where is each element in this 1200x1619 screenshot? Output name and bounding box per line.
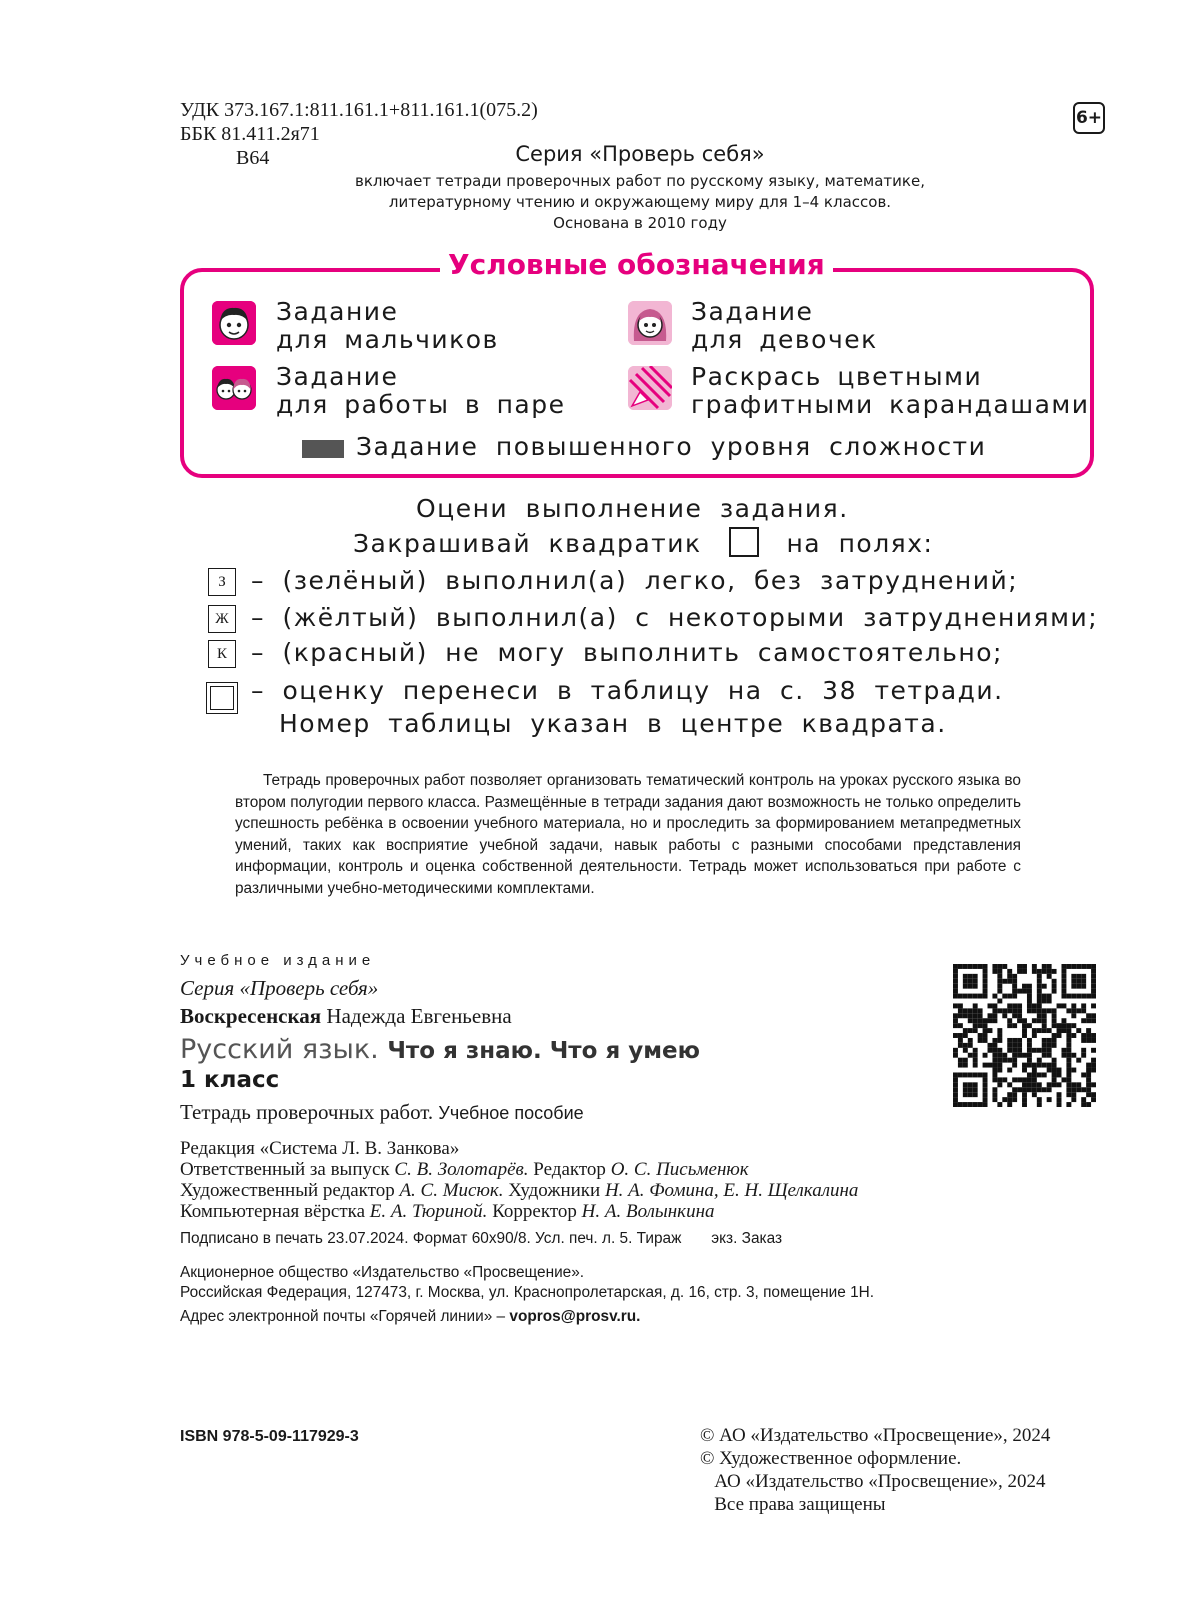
grade-row-table: – оценку перенеси в таблицу на с. 38 тетради.: [251, 676, 1004, 705]
grading-intro: Оцени выполнение задания.: [416, 494, 849, 523]
legend-hard-task: Задание повышенного уровня сложности: [356, 432, 987, 461]
udk-code: УДК 373.167.1:811.161.1+811.161.1(075.2): [180, 99, 538, 121]
print-info: Подписано в печать 23.07.2024. Формат 60х90/8. Усл. печ. л. 5. Тираж экз. Заказ: [180, 1230, 783, 1247]
author-name: Воскресенская Надежда Евгеньевна: [180, 1004, 512, 1028]
girl-face-icon: [628, 301, 672, 345]
credit-line: Компьютерная вёрстка Е. А. Тюриной. Корректор Н. А. Волынкина: [180, 1201, 715, 1222]
hard-task-marker: [302, 440, 344, 458]
grade-row-green: – (зелёный) выполнил(а) легко, без затруднений;: [251, 566, 1019, 595]
bbk-code: ББК 81.411.2я71: [180, 123, 320, 145]
legend-pair: Задание для работы в паре: [276, 362, 566, 419]
imprint-series: Серия «Проверь себя»: [180, 976, 379, 1000]
series-description: включает тетради проверочных работ по русскому языку, математике, литературному чтению и окружающему миру для 1–4 классов. Основана в 2010 году: [355, 172, 925, 232]
table-square-icon: [206, 682, 238, 714]
legend-pencils: Раскрась цветными графитными карандашами: [691, 362, 1090, 419]
hotline-email: Адрес электронной почты «Горячей линии» – vopros@prosv.ru.: [180, 1308, 641, 1325]
grade-row-red: – (красный) не могу выполнить самостоятельно;: [251, 638, 1003, 667]
pair-icon: [212, 366, 256, 410]
book-grade: 1 класс: [180, 1067, 280, 1093]
series-title: Серия «Проверь себя»: [515, 142, 765, 166]
boy-face-icon: [212, 301, 256, 345]
legend-boys: Задание для мальчиков: [276, 297, 499, 354]
pencils-icon: [628, 366, 672, 410]
workbook-type: Тетрадь проверочных работ. Учебное пособие: [180, 1100, 584, 1124]
isbn: ISBN 978-5-09-117929-3: [180, 1428, 359, 1445]
book-title: Русский язык. Что я знаю. Что я умею: [180, 1034, 700, 1065]
edition-type: Учебное издание: [180, 952, 376, 969]
qr-code[interactable]: [953, 964, 1096, 1107]
age-rating-badge: 6+: [1073, 102, 1105, 134]
grade-row-table-note: Номер таблицы указан в центре квадрата.: [279, 709, 947, 738]
empty-square-icon: [729, 527, 759, 557]
red-grade-box: К: [208, 640, 236, 668]
publisher-info: Акционерное общество «Издательство «Просвещение». Российская Федерация, 127473, г. Москва, ул. Краснопролетарская, д. 16, стр. 3, помещение 1Н.: [180, 1264, 875, 1301]
legend-title: Условные обозначения: [440, 248, 833, 281]
credit-line: Редакция «Система Л. В. Занкова»: [180, 1138, 460, 1159]
yellow-grade-box: Ж: [208, 605, 236, 633]
grading-instruction: Закрашивай квадратик на полях:: [353, 529, 934, 558]
credit-line: Ответственный за выпуск С. В. Золотарёв. Редактор О. С. Письменюк: [180, 1159, 749, 1180]
credits: [180, 1138, 858, 1222]
author-code: В64: [236, 147, 270, 169]
legend-girls: Задание для девочек: [691, 297, 878, 354]
copyright-block: © АО «Издательство «Просвещение», 2024 © Художественное оформление. АО «Издательство «Просвещение», 2024 Все права защищены: [700, 1425, 1051, 1515]
credit-line: Художественный редактор А. С. Мисюк. Художники Н. А. Фомина, Е. Н. Щелкалина: [180, 1180, 859, 1201]
green-grade-box: З: [208, 568, 236, 596]
description-paragraph: Тетрадь проверочных работ позволяет организовать тематический контроль на уроках русского языка во втором полугодии первого класса. Размещённые в тетради задания дают возможность не только определить успешность ребёнка в освоении учебного материала, но и проследить за формированием метапредметных умений, таких как восприятие учебной задачи, навык работы с разными способами представления информации, контроль и оценка собственной деятельности. Тетрадь может использоваться при работе с различными учебно-методическими комплектами.: [235, 772, 1021, 897]
grade-row-yellow: – (жёлтый) выполнил(а) с некоторыми затруднениями;: [251, 603, 1099, 632]
